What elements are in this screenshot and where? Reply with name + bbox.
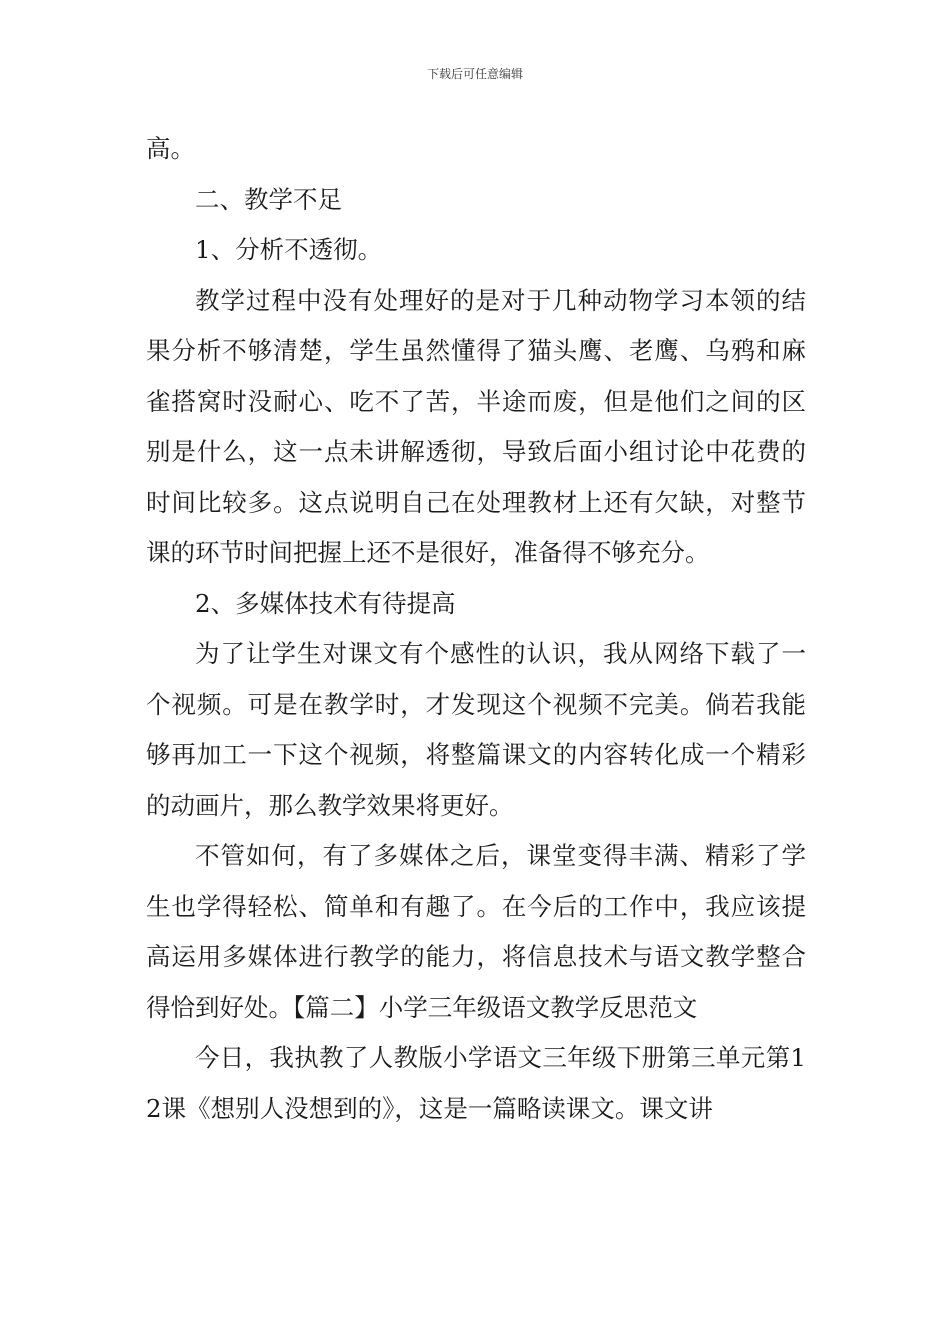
section-heading-teaching-shortcomings: 二、教学不足 xyxy=(195,184,342,214)
paragraph-continuation: 高。 xyxy=(146,134,195,163)
paragraph-multimedia-summary: 不管如何，有了多媒体之后，课堂变得丰满、精彩了学生也学得轻松、简单和有趣了。在今后的工作中，我应该提高运用多媒体进行教学的能力，将信息技术与语文教学整合得恰到好处。【篇二】小学三年级语文教学反思范文 xyxy=(146,841,806,1022)
page-header: 下载后可任意编辑 xyxy=(426,67,523,81)
subheading-multimedia: 2、多媒体技术有待提高 xyxy=(195,588,456,618)
subheading-analysis: 1、分析不透彻。 xyxy=(195,235,383,264)
paragraph-lesson-intro: 今日，我执教了人教版小学语文三年级下册第三单元第12课《想别人没想到的》，这是一篇略读课文。课文讲 xyxy=(146,1043,806,1123)
paragraph-analysis: 教学过程中没有处理好的是对于几种动物学习本领的结果分析不够清楚，学生虽然懂得了猫头鹰、老鹰、乌鸦和麻雀搭窝时没耐心、吃不了苦，半途而废，但是他们之间的区别是什么，这一点未讲解透彻，导致后面小组讨论中花费的时间比较多。这点说明自己在处理教材上还有欠缺，对整节课的环节时间把握上还不是很好，准备得不够充分。 xyxy=(146,285,806,567)
document-body xyxy=(146,124,806,1134)
paragraph-video: 为了让学生对课文有个感性的认识，我从网络下载了一个视频。可是在教学时，才发现这个视频不完美。倘若我能够再加工一下这个视频，将整篇课文的内容转化成一个精彩的动画片，那么教学效果将更好。 xyxy=(146,639,806,820)
